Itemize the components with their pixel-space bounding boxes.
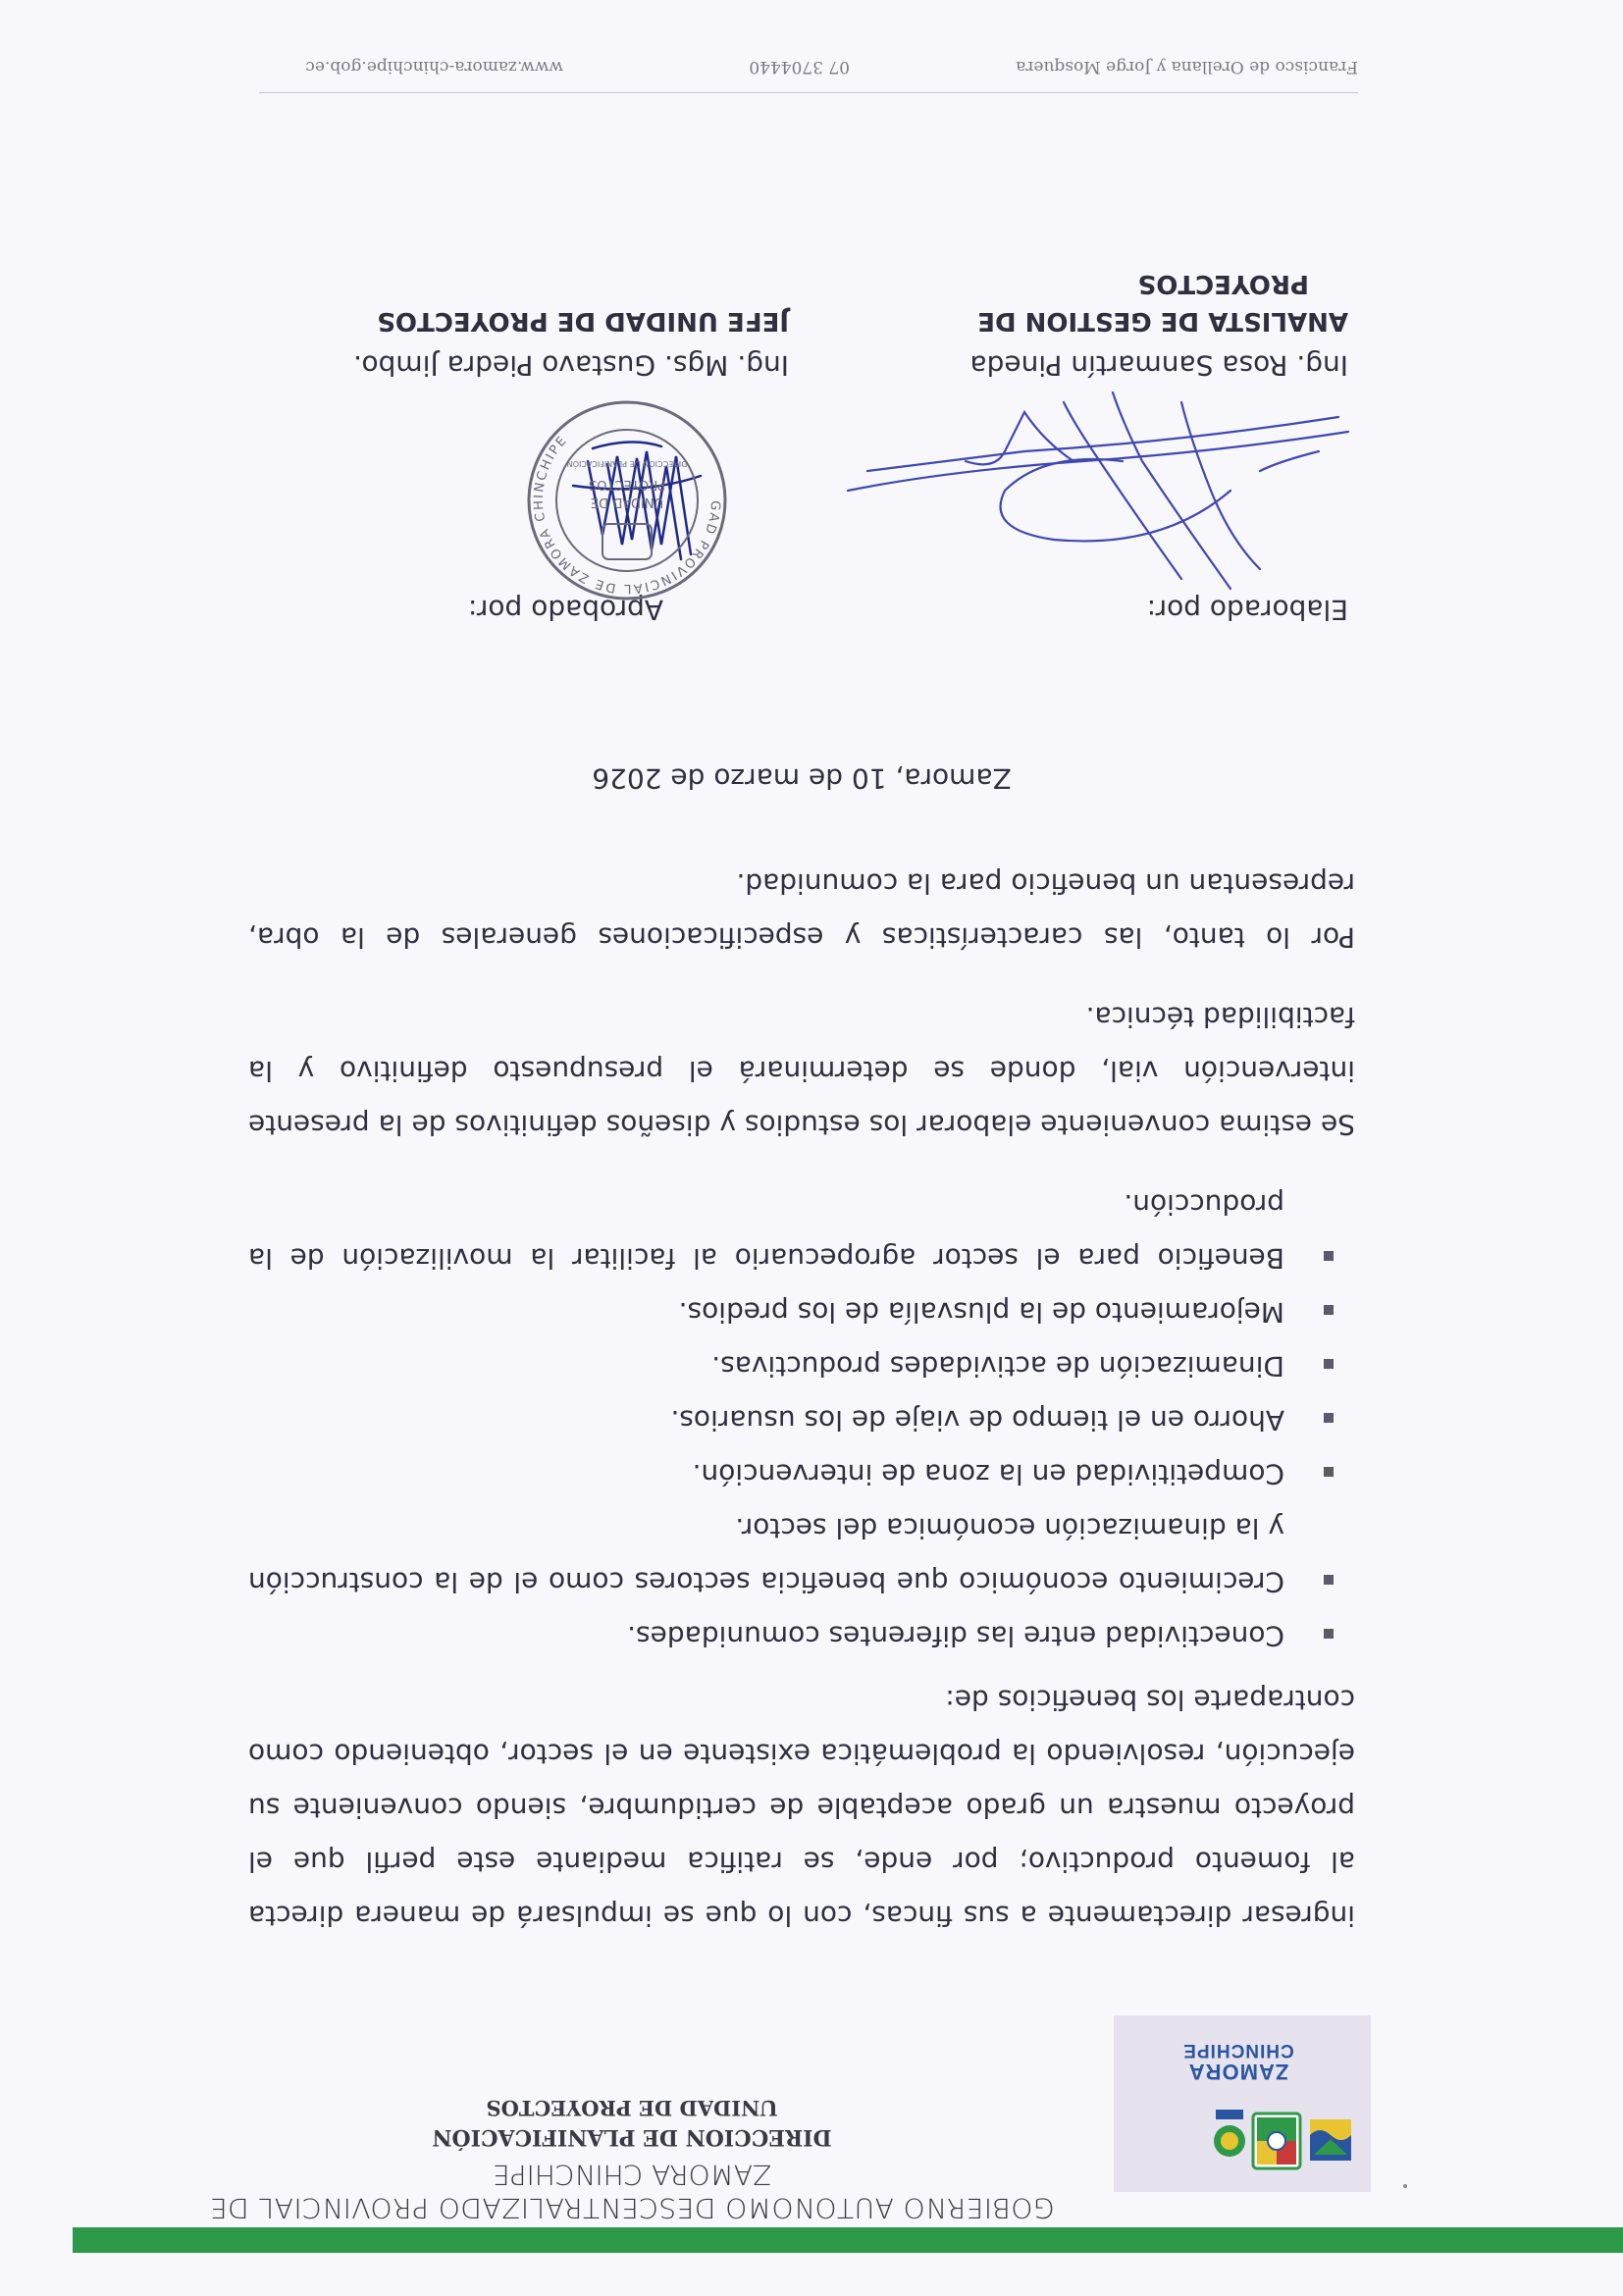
signer-left-role-1: ANALISTA DE GESTION DE xyxy=(977,306,1348,336)
header-line-4: UNIDAD DE PROYECTOS xyxy=(486,2096,778,2120)
signer-right xyxy=(353,302,789,383)
signer-left xyxy=(969,265,1348,383)
seal-ring-text: GAD PROVINCIAL DE ZAMORA CHINCHIPE xyxy=(531,433,723,597)
header-line-2: ZAMORA CHINCHIPE xyxy=(492,2159,772,2191)
footer-divider xyxy=(259,92,1358,93)
list-item: Competitividad en la zona de intervención. xyxy=(248,1447,1355,1501)
footer-phone: 07 3704440 xyxy=(749,57,850,77)
list-item: Crecimiento económico que beneficia sectores como el de la construcción y la dinamización económica del sector. xyxy=(248,1501,1355,1609)
header-green-bar xyxy=(73,2227,1623,2253)
header-line-3: DIRECCION DE PLANIFICACIÓN xyxy=(432,2124,832,2150)
list-item: Beneficio para el sector agropecuario al facilitar la movilización de la producción. xyxy=(248,1177,1355,1285)
list-item: Mejoramiento de la plusvalía de los predios. xyxy=(248,1285,1355,1339)
scan-speck xyxy=(1403,2184,1407,2188)
signer-left-role-2: PROYECTOS xyxy=(1137,269,1309,298)
document-body xyxy=(248,724,1355,1943)
benefits-list xyxy=(248,1177,1355,1663)
seal-inner-text-1: UNIDAD DE xyxy=(590,495,664,509)
official-seal xyxy=(519,392,735,608)
footer-website: www.zamora-chinchipe.gob.ec xyxy=(305,57,563,77)
logo-text-line1: ZAMORA xyxy=(1187,2060,1289,2084)
seal-crest-icon xyxy=(602,524,652,559)
seal-inner-text-2: PROYECTOS xyxy=(588,477,666,492)
bullet-square-icon xyxy=(1324,1575,1334,1585)
logo-box xyxy=(1114,2015,1371,2192)
list-item: Conectividad entre las diferentes comunidades. xyxy=(248,1609,1355,1663)
bullet-square-icon xyxy=(1324,1251,1334,1261)
conclusion-paragraph-1: Se estima conveniente elaborar los estudios y diseños definitivos de la presente intervención vial, donde se determinará el presupuesto definitivo y la factibilidad técnica. xyxy=(248,1001,1355,1141)
provincial-crest-icon xyxy=(1204,2088,1351,2174)
signer-right-name: Ing. Mgs. Gustavo Piedra Jimbo. xyxy=(353,349,789,382)
logo-wordmark xyxy=(1121,2039,1356,2082)
document-header xyxy=(151,2093,1113,2224)
document-date: Zamora, 10 de marzo de 2026 xyxy=(592,762,1012,795)
bullet-square-icon xyxy=(1324,1359,1334,1369)
list-item: Ahorro en el tiempo de viaje de los usuarios. xyxy=(248,1393,1355,1447)
signer-left-name: Ing. Rosa Sanmartín Pineda xyxy=(969,349,1348,382)
intro-paragraph: ingresar directamente a sus fincas, con lo que se impulsará de manera directa al fomento productivo; por ende, se ratifica mediante este perfil que el proyecto muestra un grado aceptable de certidumbre, siendo conveniente su ejecución, resolviendo la problemática existente en el sector, obteniendo como contraparte los beneficios de: xyxy=(248,1684,1355,1932)
seal-inner-text-3: DIRECCIÓN DE PLANIFICACIÓN xyxy=(566,459,688,468)
list-item: Dinamización de actividades productivas. xyxy=(248,1339,1355,1393)
signer-right-role: JEFE UNIDAD DE PROYECTOS xyxy=(377,306,789,336)
header-line-1: GOBIERNO AUTONOMO DESCENTRALIZADO PROVINCIAL DE xyxy=(209,2192,1055,2224)
footer-address: Francisco de Orellana y Jorge Mosquera xyxy=(1016,57,1358,77)
aprobado-label: Aprobado por: xyxy=(467,594,663,626)
elaborado-label: Elaborado por: xyxy=(1146,594,1348,626)
signature-rosa-sanmartin xyxy=(828,373,1378,608)
bullet-square-icon xyxy=(1324,1305,1334,1315)
bullet-square-icon xyxy=(1324,1413,1334,1423)
bullet-square-icon xyxy=(1324,1629,1334,1639)
logo-text-line2: CHINCHIPE xyxy=(1182,2040,1294,2061)
bullet-square-icon xyxy=(1324,1467,1334,1477)
conclusion-paragraph-2: Por lo tanto, las características y especificaciones generales de la obra, representan un beneficio para la comunidad. xyxy=(248,867,1355,954)
